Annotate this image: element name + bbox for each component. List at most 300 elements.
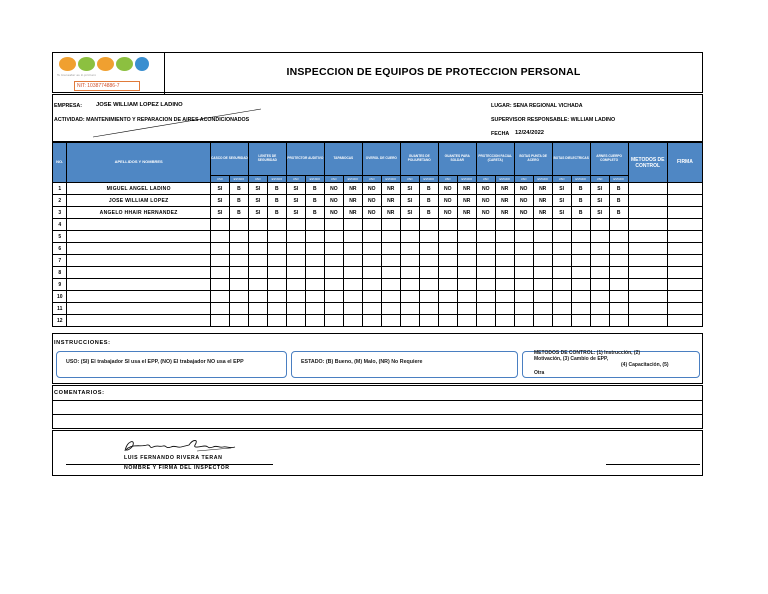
estado-cell (609, 279, 628, 291)
uso-cell (400, 291, 419, 303)
uso-cell (248, 243, 267, 255)
estado-cell (457, 255, 476, 267)
uso-cell (514, 219, 533, 231)
estado-cell (609, 219, 628, 231)
uso-cell (438, 303, 457, 315)
estado-cell (571, 219, 590, 231)
uso-cell (476, 219, 495, 231)
strike-line (93, 107, 263, 139)
firma-cell (667, 231, 702, 243)
worker-name: ANGELO HHAIR HERNANDEZ (67, 207, 210, 219)
estado-cell (533, 267, 552, 279)
uso-cell: SI (590, 207, 609, 219)
metodos-cell (628, 279, 667, 291)
estado-cell (457, 243, 476, 255)
estado-cell (229, 243, 248, 255)
uso-cell: NO (438, 207, 457, 219)
metodos-cell (628, 303, 667, 315)
uso-cell (514, 279, 533, 291)
row-number: 9 (53, 279, 67, 291)
metodos-cell (628, 195, 667, 207)
estado-cell: NR (457, 183, 476, 195)
estado-cell: B (571, 207, 590, 219)
worker-name (67, 231, 210, 243)
uso-cell (248, 279, 267, 291)
uso-cell (248, 255, 267, 267)
estado-cell (419, 291, 438, 303)
estado-cell (381, 303, 400, 315)
estado-cell (343, 267, 362, 279)
signature-section (52, 430, 703, 476)
worker-name (67, 303, 210, 315)
subheader-estado: ESTADO (381, 176, 400, 183)
estado-cell (495, 255, 514, 267)
uso-cell (210, 219, 229, 231)
uso-cell (210, 255, 229, 267)
uso-cell (210, 315, 229, 327)
metodos-cell (628, 243, 667, 255)
subheader-estado: ESTADO (609, 176, 628, 183)
estado-cell (229, 279, 248, 291)
estado-cell: NR (533, 195, 552, 207)
subheader-uso: USO (590, 176, 609, 183)
subheader-estado: ESTADO (229, 176, 248, 183)
uso-cell (248, 267, 267, 279)
uso-cell (476, 243, 495, 255)
table-row (53, 303, 703, 315)
uso-cell (362, 315, 381, 327)
secondary-signature-line (606, 464, 700, 465)
uso-cell (400, 219, 419, 231)
uso-cell (324, 231, 343, 243)
nit-label: NIT: 1038774886-7 (74, 81, 140, 91)
metodos-cell (628, 267, 667, 279)
estado-cell (419, 303, 438, 315)
uso-cell (210, 267, 229, 279)
uso-cell (590, 219, 609, 231)
table-row (53, 231, 703, 243)
uso-cell (438, 255, 457, 267)
estado-cell: NR (381, 207, 400, 219)
metodos-line-2: Motivación, (3) Cambio de EPP, (534, 356, 609, 362)
uso-cell (324, 255, 343, 267)
estado-cell: B (609, 195, 628, 207)
metodos-line-1: METODOS DE CONTROL: (1) Instrucción, (2) (534, 350, 641, 356)
table-row (53, 315, 703, 327)
uso-cell (210, 243, 229, 255)
page-title: INSPECCION DE EQUIPOS DE PROTECCION PERSONAL (286, 66, 581, 78)
estado-cell (267, 255, 286, 267)
uso-cell (400, 267, 419, 279)
estado-cell (571, 303, 590, 315)
uso-cell (552, 303, 571, 315)
uso-cell (552, 243, 571, 255)
uso-cell (590, 243, 609, 255)
actividad-text: ACTIVIDAD: MANTENIMIENTO Y REPARACION DE AIRES ACONDICIONADOS (54, 117, 250, 123)
estado-cell: NR (343, 195, 362, 207)
worker-name (67, 267, 210, 279)
uso-cell: SI (400, 207, 419, 219)
estado-cell: B (571, 195, 590, 207)
estado-cell (305, 267, 324, 279)
row-number: 12 (53, 315, 67, 327)
uso-cell (210, 303, 229, 315)
estado-cell: B (305, 207, 324, 219)
estado-cell (571, 231, 590, 243)
uso-cell: NO (514, 207, 533, 219)
metodos-cell (628, 291, 667, 303)
estado-cell (267, 219, 286, 231)
subheader-uso: USO (476, 176, 495, 183)
uso-cell: SI (210, 183, 229, 195)
estado-cell (609, 291, 628, 303)
uso-cell (286, 291, 305, 303)
uso-cell (362, 291, 381, 303)
subheader-uso: USO (324, 176, 343, 183)
uso-cell (324, 219, 343, 231)
column-header-metodos: METODOS DE CONTROL (628, 143, 667, 183)
title-section (52, 52, 703, 93)
estado-cell (571, 279, 590, 291)
instructions-label: INSTRUCCIONES: (54, 340, 111, 346)
estado-cell: B (305, 195, 324, 207)
column-header-epp: GUANTES PARA SOLDAR (438, 143, 476, 176)
estado-cell (495, 267, 514, 279)
subheader-uso: USO (210, 176, 229, 183)
firma-cell (667, 303, 702, 315)
uso-cell (552, 219, 571, 231)
uso-cell (590, 279, 609, 291)
estado-cell (609, 255, 628, 267)
uso-cell: SI (248, 207, 267, 219)
uso-cell (248, 219, 267, 231)
estado-cell: NR (343, 183, 362, 195)
column-header-epp: OVEROL DE CUERO (362, 143, 400, 176)
estado-cell (381, 243, 400, 255)
table-row (53, 183, 703, 195)
estado-cell (495, 243, 514, 255)
uso-cell (552, 267, 571, 279)
estado-cell: NR (533, 207, 552, 219)
column-header-epp: LENTES DE SEGURIDAD (248, 143, 286, 176)
estado-cell (419, 255, 438, 267)
firma-cell (667, 195, 702, 207)
uso-cell (400, 255, 419, 267)
uso-cell: NO (362, 183, 381, 195)
supervisor-text: SUPERVISOR RESPONSABLE: WILLIAM LADINO (491, 117, 616, 123)
estado-cell (419, 267, 438, 279)
estado-cell (305, 255, 324, 267)
column-header-epp: ARNES CUERPO COMPLETO (590, 143, 628, 176)
uso-cell (286, 243, 305, 255)
metodos-cell (628, 255, 667, 267)
uso-cell (476, 255, 495, 267)
metodos-cell (628, 207, 667, 219)
metodos-line-3: (4) Capacitación, (5) (621, 362, 669, 368)
firma-cell (667, 315, 702, 327)
table-row (53, 267, 703, 279)
comment-line (53, 414, 702, 415)
worker-name (67, 315, 210, 327)
estado-cell: NR (533, 183, 552, 195)
row-number: 6 (53, 243, 67, 255)
uso-cell (362, 231, 381, 243)
uso-cell (286, 267, 305, 279)
estado-cell (343, 255, 362, 267)
uso-cell (514, 315, 533, 327)
estado-cell (609, 243, 628, 255)
subheader-uso: USO (286, 176, 305, 183)
estado-cell (457, 267, 476, 279)
worker-name (67, 243, 210, 255)
estado-cell (305, 231, 324, 243)
estado-cell (419, 279, 438, 291)
uso-cell (552, 255, 571, 267)
uso-cell (514, 291, 533, 303)
uso-cell (248, 291, 267, 303)
uso-cell (476, 303, 495, 315)
inspector-name: LUIS FERNANDO RIVERA TERAN (124, 455, 223, 461)
row-number: 8 (53, 267, 67, 279)
firma-cell (667, 183, 702, 195)
uso-cell (324, 315, 343, 327)
epp-table (52, 142, 703, 332)
uso-cell (476, 279, 495, 291)
estado-cell: B (267, 207, 286, 219)
column-header-epp: PROTECTOR AUDITIVO (286, 143, 324, 176)
table-row (53, 255, 703, 267)
uso-cell (590, 267, 609, 279)
comments-label: COMENTARIOS: (54, 390, 105, 396)
uso-cell: NO (324, 195, 343, 207)
column-header-epp: BOTAS PUNTA DE ACERO (514, 143, 552, 176)
uso-cell (286, 219, 305, 231)
uso-cell: NO (476, 183, 495, 195)
estado-cell (343, 303, 362, 315)
firma-cell (667, 219, 702, 231)
uso-cell: NO (324, 183, 343, 195)
logo-icon (59, 57, 149, 71)
uso-cell (400, 315, 419, 327)
uso-cell (514, 231, 533, 243)
table-row (53, 219, 703, 231)
estado-cell (305, 303, 324, 315)
estado-cell (495, 231, 514, 243)
table-row (53, 207, 703, 219)
estado-cell (457, 231, 476, 243)
estado-cell (343, 315, 362, 327)
estado-cell: B (609, 207, 628, 219)
row-number: 11 (53, 303, 67, 315)
firma-cell (667, 243, 702, 255)
estado-cell (381, 219, 400, 231)
subheader-estado: ESTADO (267, 176, 286, 183)
fecha-label: FECHA (491, 131, 510, 137)
estado-cell (495, 219, 514, 231)
worker-name (67, 255, 210, 267)
worker-name (67, 291, 210, 303)
uso-legend: USO: (SI) El trabajador SI usa el EPP, (NO) El trabajador NO usa el EPP (56, 351, 287, 378)
uso-cell: SI (248, 183, 267, 195)
estado-cell (419, 231, 438, 243)
estado-cell (229, 231, 248, 243)
column-header-epp: BOTAS DIELECTRICAS (552, 143, 590, 176)
estado-cell: NR (495, 207, 514, 219)
uso-cell (590, 255, 609, 267)
estado-cell (571, 255, 590, 267)
uso-cell (324, 267, 343, 279)
estado-cell: B (267, 195, 286, 207)
estado-cell (533, 303, 552, 315)
subheader-estado: ESTADO (571, 176, 590, 183)
fecha-value: 12/24/2022 (515, 130, 545, 136)
uso-cell (514, 267, 533, 279)
estado-cell (267, 291, 286, 303)
estado-cell (267, 279, 286, 291)
uso-cell (286, 315, 305, 327)
uso-cell (438, 291, 457, 303)
uso-cell (286, 279, 305, 291)
uso-cell (438, 279, 457, 291)
uso-cell: SI (590, 195, 609, 207)
estado-cell: B (419, 195, 438, 207)
uso-cell: SI (552, 183, 571, 195)
uso-cell: NO (438, 195, 457, 207)
estado-cell (229, 219, 248, 231)
estado-cell (571, 243, 590, 255)
uso-cell: NO (514, 195, 533, 207)
metodos-line-4: Otra (534, 370, 545, 376)
logo-tagline: Tu bienestar es lo primero (57, 73, 97, 77)
uso-cell: NO (362, 195, 381, 207)
estado-cell (609, 303, 628, 315)
estado-cell (457, 315, 476, 327)
estado-cell (343, 291, 362, 303)
estado-cell (571, 291, 590, 303)
estado-cell: B (571, 183, 590, 195)
estado-cell (267, 231, 286, 243)
estado-cell (267, 267, 286, 279)
estado-cell (343, 219, 362, 231)
uso-cell: SI (552, 195, 571, 207)
uso-cell: SI (552, 207, 571, 219)
firma-cell (667, 207, 702, 219)
table-row (53, 243, 703, 255)
row-number: 2 (53, 195, 67, 207)
subheader-estado: ESTADO (457, 176, 476, 183)
estado-cell (381, 255, 400, 267)
estado-cell (305, 219, 324, 231)
uso-cell (362, 267, 381, 279)
subheader-estado: ESTADO (343, 176, 362, 183)
uso-cell (552, 279, 571, 291)
uso-cell (438, 243, 457, 255)
instructions-section (52, 333, 703, 384)
row-number: 5 (53, 231, 67, 243)
estado-cell (343, 279, 362, 291)
estado-cell (229, 291, 248, 303)
estado-cell: NR (457, 195, 476, 207)
uso-cell: NO (324, 207, 343, 219)
estado-cell (609, 267, 628, 279)
uso-cell (324, 303, 343, 315)
estado-cell (457, 291, 476, 303)
column-header-firma: FIRMA (667, 143, 702, 183)
estado-cell: B (419, 207, 438, 219)
estado-cell (533, 219, 552, 231)
uso-cell (438, 315, 457, 327)
estado-cell (381, 231, 400, 243)
uso-cell (248, 315, 267, 327)
estado-cell: B (229, 183, 248, 195)
column-header-epp: PROTECCION FACIAL (CARETA) (476, 143, 514, 176)
uso-cell: NO (476, 195, 495, 207)
estado-cell (305, 243, 324, 255)
uso-cell (210, 291, 229, 303)
estado-cell (609, 231, 628, 243)
subheader-uso: USO (248, 176, 267, 183)
estado-cell (305, 279, 324, 291)
metodos-legend (522, 351, 700, 378)
row-number: 3 (53, 207, 67, 219)
estado-cell: B (229, 195, 248, 207)
metodos-cell (628, 183, 667, 195)
worker-name: JOSE WILLIAM LOPEZ (67, 195, 210, 207)
estado-cell (267, 315, 286, 327)
estado-cell: NR (343, 207, 362, 219)
uso-cell (514, 303, 533, 315)
uso-cell: NO (514, 183, 533, 195)
uso-cell (324, 291, 343, 303)
uso-cell: SI (210, 207, 229, 219)
empresa-label: EMPRESA: (54, 103, 82, 109)
row-number: 1 (53, 183, 67, 195)
inspector-signature (119, 437, 249, 457)
estado-cell: NR (495, 183, 514, 195)
subheader-estado: ESTADO (305, 176, 324, 183)
estado-cell (533, 279, 552, 291)
uso-cell (590, 315, 609, 327)
estado-cell (533, 315, 552, 327)
uso-cell (286, 303, 305, 315)
estado-cell (495, 303, 514, 315)
uso-cell (248, 231, 267, 243)
table-row (53, 291, 703, 303)
uso-cell (362, 303, 381, 315)
estado-cell (305, 291, 324, 303)
uso-cell (400, 243, 419, 255)
estado-cell (533, 243, 552, 255)
subheader-uso: USO (552, 176, 571, 183)
firma-cell (667, 255, 702, 267)
uso-cell (400, 303, 419, 315)
uso-cell: SI (248, 195, 267, 207)
uso-cell (324, 279, 343, 291)
estado-cell (495, 315, 514, 327)
uso-cell: NO (476, 207, 495, 219)
subheader-estado: ESTADO (419, 176, 438, 183)
subheader-uso: USO (400, 176, 419, 183)
comments-section (52, 385, 703, 429)
estado-cell (495, 279, 514, 291)
estado-cell (305, 315, 324, 327)
uso-cell (362, 243, 381, 255)
inspector-caption: NOMBRE Y FIRMA DEL INSPECTOR (124, 465, 230, 471)
estado-cell (571, 267, 590, 279)
worker-name (67, 279, 210, 291)
uso-cell (286, 255, 305, 267)
uso-cell (476, 231, 495, 243)
